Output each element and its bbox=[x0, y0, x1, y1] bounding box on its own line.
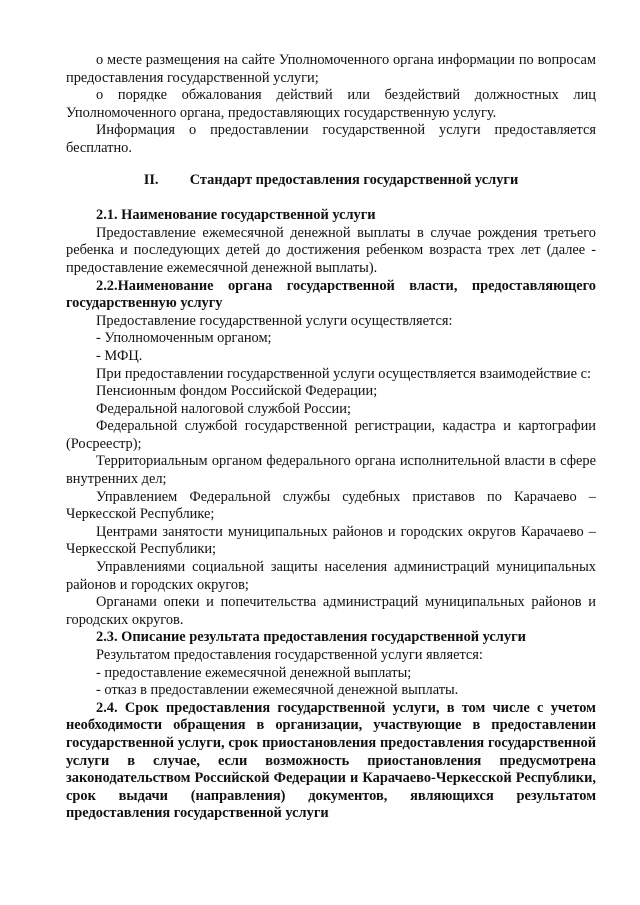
list-item-bailiffs: Управлением Федеральной службы судебных приставов по Карачаево – Черкесской Республике; bbox=[66, 488, 596, 523]
list-item-social-protection: Управлениями социальной защиты населения администраций муниципальных районов и городских округов; bbox=[66, 559, 596, 593]
list-item-result-grant: - предоставление ежемесячной денежной выплаты; bbox=[96, 664, 412, 681]
heading-2-4: 2.4. Срок предоставления государственной услуги, в том числе с учетом необходимости обращения в организации, участвующие в предоставлении государственной услуги, срок приостановления предоставления государственной услуги в случае, если возможность приостановления предусмотрена законодательством Российской Федерации и Карачаево-Черкесской Республики, срок выдачи (направления) документов, являющихся результатом предоставления государственной услуги bbox=[66, 699, 596, 822]
heading-2-3: 2.3. Описание результата предоставления государственной услуги bbox=[96, 629, 526, 646]
heading-2-2: 2.2.Наименование органа государственной власти, предоставляющего государственную услугу bbox=[66, 277, 596, 312]
list-item-employment-centers: Центрами занятости муниципальных районов и городских округов Карачаево – Черкесской Республики; bbox=[66, 523, 596, 558]
heading-2-1: 2.1. Наименование государственной услуги bbox=[96, 207, 376, 224]
list-item-result-refusal: - отказ в предоставлении ежемесячной денежной выплаты. bbox=[96, 682, 459, 699]
list-item-pension-fund: Пенсионным фондом Российской Федерации; bbox=[96, 383, 378, 400]
paragraph-2-2-1: Предоставление государственной услуги осуществляется: bbox=[96, 312, 453, 329]
list-item-internal-affairs: Территориальным органом федерального органа исполнительной власти в сфере внутренних дел; bbox=[66, 453, 596, 488]
intro-paragraph-2: о порядке обжалования действий или бездействий должностных лиц Уполномоченного органа, предоставляющих государственную услугу. bbox=[66, 87, 596, 121]
paragraph-2-1: Предоставление ежемесячной денежной выплаты в случае рождения третьего ребенка и последующих детей до достижения ребенком возраста трех лет (далее - предоставление ежемесячной денежной выплаты). bbox=[66, 224, 596, 276]
list-item-authority: - Уполномоченным органом; bbox=[96, 330, 272, 347]
list-item-rosreestr: Федеральной службой государственной регистрации, кадастра и картографии (Росреестр); bbox=[66, 418, 596, 452]
section-number: II. bbox=[143, 171, 159, 188]
intro-paragraph-1: о месте размещения на сайте Уполномоченного органа информации по вопросам предоставления государственной услуги; bbox=[66, 52, 596, 86]
section-title: Стандарт предоставления государственной услуги bbox=[189, 171, 519, 188]
section-heading bbox=[66, 172, 596, 190]
list-item-tax-service: Федеральной налоговой службой России; bbox=[96, 400, 351, 417]
intro-paragraph-3: Информация о предоставлении государственной услуги предоставляется бесплатно. bbox=[66, 122, 596, 156]
paragraph-interaction: При предоставлении государственной услуги осуществляется взаимодействие с: bbox=[96, 365, 592, 382]
list-item-mfc: - МФЦ. bbox=[96, 347, 143, 364]
list-item-guardianship: Органами опеки и попечительства администраций муниципальных районов и городских округов. bbox=[66, 594, 596, 628]
paragraph-2-3-1: Результатом предоставления государственной услуги является: bbox=[96, 647, 483, 663]
